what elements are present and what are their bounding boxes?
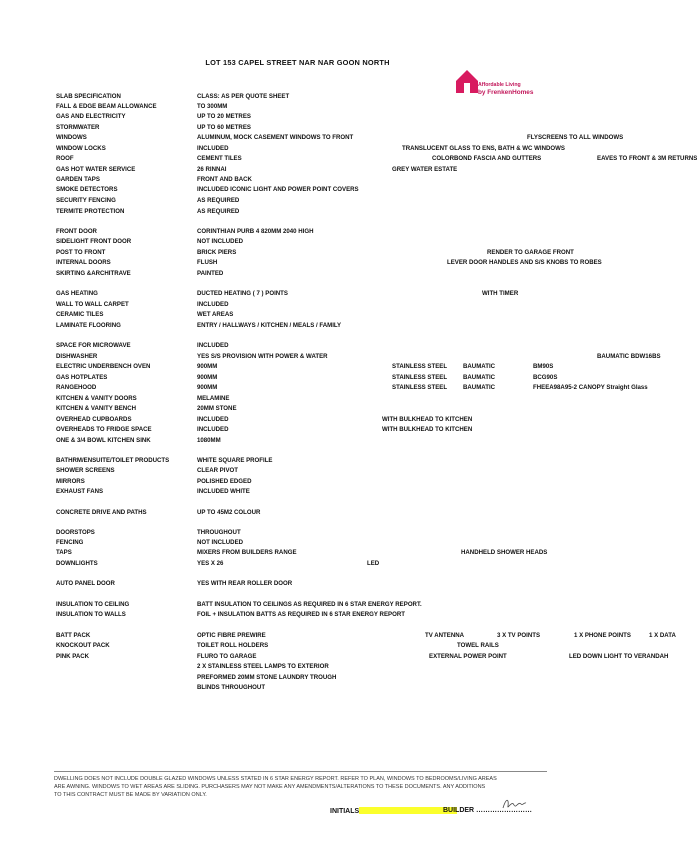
disclaimer-line: ARE AWNING. WINDOWS TO WET AREAS ARE SLIDING. PURCHASERS MAY NOT MAKE ANY AMENDMENTS/ALTERATIONS TO THESE DOCUMENTS. ANY ADDITIONS: [54, 784, 486, 790]
spec-label: SIDELIGHT FRONT DOOR: [56, 238, 132, 245]
spec-value: CLASS: AS PER QUOTE SHEET: [197, 93, 290, 100]
spec-value: MIXERS FROM BUILDERS RANGE: [197, 549, 297, 556]
spec-label: OVERHEADS TO FRIDGE SPACE: [56, 426, 152, 433]
spec-value: FRONT AND BACK: [197, 176, 252, 183]
spec-value: INCLUDED: [197, 416, 229, 423]
spec-value: 26 RINNAI: [197, 166, 227, 173]
spec-label: SLAB SPECIFICATION: [56, 93, 121, 100]
spec-extra: 3 X TV POINTS: [497, 632, 541, 639]
spec-label: SHOWER SCREENS: [56, 467, 115, 474]
spec-value: MELAMINE: [197, 395, 230, 402]
spec-extra: FLYSCREENS TO ALL WINDOWS: [527, 134, 624, 141]
spec-label: POST TO FRONT: [56, 249, 106, 256]
spec-value: INCLUDED: [197, 145, 229, 152]
spec-label: GAS AND ELECTRICITY: [56, 113, 126, 120]
spec-label: DOWNLIGHTS: [56, 560, 98, 567]
spec-value: 1080MM: [197, 437, 221, 444]
spec-value: INCLUDED: [197, 342, 229, 349]
spec-label: STORMWATER: [56, 124, 100, 131]
spec-value: POLISHED EDGED: [197, 478, 252, 485]
spec-label: INSULATION TO WALLS: [56, 611, 126, 618]
disclaimer-line: TO THIS CONTRACT MUST BE MADE BY VARIATION ONLY.: [54, 792, 207, 798]
spec-value: FOIL + INSULATION BATTS AS REQUIRED IN 6 STAR ENERGY REPORT: [197, 611, 405, 618]
spec-extra: EAVES TO FRONT & 3M RETURNS: [597, 155, 697, 162]
spec-value: DUCTED HEATING ( 7 ) POINTS: [197, 290, 288, 297]
spec-extra: STAINLESS STEEL: [392, 363, 448, 370]
spec-label: DISHWASHER: [56, 353, 98, 360]
spec-value: TO 300MM: [197, 103, 228, 110]
spec-label: LAMINATE FLOORING: [56, 322, 121, 329]
spec-extra: RENDER TO GARAGE FRONT: [487, 249, 574, 256]
spec-extra: 1 X DATA: [649, 632, 676, 639]
spec-extra: TOWEL RAILS: [457, 642, 499, 649]
initials-field[interactable]: [330, 807, 457, 815]
spec-label: PINK PACK: [56, 653, 90, 660]
spec-extra: BAUMATIC: [463, 363, 496, 370]
spec-value: YES WITH REAR ROLLER DOOR: [197, 580, 293, 587]
spec-value: THROUGHOUT: [197, 529, 241, 536]
spec-label: ELECTRIC UNDERBENCH OVEN: [56, 363, 151, 370]
spec-label: OVERHEAD CUPBOARDS: [56, 416, 132, 423]
spec-label: AUTO PANEL DOOR: [56, 580, 115, 587]
spec-extra: STAINLESS STEEL: [392, 384, 448, 391]
spec-label: WINDOW LOCKS: [56, 145, 106, 152]
spec-value: AS REQUIRED: [197, 197, 240, 204]
spec-extra: GREY WATER ESTATE: [392, 166, 458, 173]
page-title: LOT 153 CAPEL STREET NAR NAR GOON NORTH: [205, 58, 390, 67]
spec-extra: STAINLESS STEEL: [392, 374, 448, 381]
spec-label: SPACE FOR MICROWAVE: [56, 342, 131, 349]
spec-label: SKIRTING &ARCHITRAVE: [56, 270, 131, 277]
spec-value: INCLUDED: [197, 301, 229, 308]
spec-label: GAS HOTPLATES: [56, 374, 108, 381]
spec-label: MIRRORS: [56, 478, 85, 485]
spec-extra: BM90S: [533, 363, 554, 370]
logo-line-2: by FrenkenHomes: [478, 89, 534, 96]
spec-extra: TRANSLUCENT GLASS TO ENS, BATH & WC WINDOWS: [402, 145, 565, 152]
initials-label: INITIALS: [330, 808, 360, 815]
spec-value: 900MM: [197, 374, 218, 381]
spec-extra: BAUMATIC BDW16BS: [597, 353, 661, 360]
spec-extra: BAUMATIC: [463, 384, 496, 391]
spec-value: BRICK PIERS: [197, 249, 237, 256]
spec-label: GAS HEATING: [56, 290, 98, 297]
spec-value: CLEAR PIVOT: [197, 467, 238, 474]
spec-label: FALL & EDGE BEAM ALLOWANCE: [56, 103, 157, 110]
spec-label: ONE & 3/4 BOWL KITCHEN SINK: [56, 437, 151, 444]
spec-label: GARDEN TAPS: [56, 176, 100, 183]
spec-value: FLUSH: [197, 259, 218, 266]
spec-value: AS REQUIRED: [197, 208, 240, 215]
spec-value: CEMENT TILES: [197, 155, 242, 162]
spec-value: WET AREAS: [197, 311, 234, 318]
spec-value: NOT INCLUDED: [197, 238, 244, 245]
spec-value: UP TO 45M2 COLOUR: [197, 509, 261, 516]
spec-value: FLURO TO GARAGE: [197, 653, 257, 660]
builder-field[interactable]: BUILDER ……………………: [443, 807, 533, 814]
spec-value: PREFORMED 20MM STONE LAUNDRY TROUGH: [197, 674, 337, 681]
spec-value: INCLUDED: [197, 426, 229, 433]
spec-label: BATHRM/ENSUITE/TOILET PRODUCTS: [56, 457, 170, 464]
spec-value: UP TO 60 METRES: [197, 124, 251, 131]
spec-extra: LED: [367, 560, 380, 567]
spec-label: INSULATION TO CEILING: [56, 601, 130, 608]
spec-extra: TV ANTENNA: [425, 632, 465, 639]
spec-label: FENCING: [56, 539, 84, 546]
spec-label: INTERNAL DOORS: [56, 259, 111, 266]
spec-value: ALUMINUM, MOCK CASEMENT WINDOWS TO FRONT: [197, 134, 354, 141]
spec-label: WALL TO WALL CARPET: [56, 301, 129, 308]
spec-extra: HANDHELD SHOWER HEADS: [461, 549, 548, 556]
spec-label: CONCRETE DRIVE AND PATHS: [56, 509, 147, 516]
disclaimer-line: DWELLING DOES NOT INCLUDE DOUBLE GLAZED WINDOWS UNLESS STATED IN 6 STAR ENERGY REPORT. REFER TO PLAN, WINDOWS TO BEDROOMS/LIVING AREAS: [54, 776, 497, 782]
spec-extra: EXTERNAL POWER POINT: [429, 653, 507, 660]
spec-label: ROOF: [56, 155, 74, 162]
spec-extra: WITH TIMER: [482, 290, 519, 297]
spec-extra: 1 X PHONE POINTS: [574, 632, 631, 639]
spec-value: INCLUDED ICONIC LIGHT AND POWER POINT COVERS: [197, 186, 359, 193]
house-logo-icon: [455, 68, 479, 94]
spec-extra: LEVER DOOR HANDLES AND S/S KNOBS TO ROBES: [447, 259, 602, 266]
spec-label: KNOCKOUT PACK: [56, 642, 110, 649]
spec-label: EXHAUST FANS: [56, 488, 104, 495]
spec-extra: WITH BULKHEAD TO KITCHEN: [382, 416, 473, 423]
spec-label: GAS HOT WATER SERVICE: [56, 166, 136, 173]
spec-value: YES S/S PROVISION WITH POWER & WATER: [197, 353, 328, 360]
spec-value: BATT INSULATION TO CEILINGS AS REQUIRED IN 6 STAR ENERGY REPORT.: [197, 601, 422, 608]
spec-value: WHITE SQUARE PROFILE: [197, 457, 273, 464]
spec-label: WINDOWS: [56, 134, 87, 141]
spec-value: UP TO 20 METRES: [197, 113, 251, 120]
spec-value: INCLUDED WHITE: [197, 488, 250, 495]
logo-line-1: Affordable Living: [478, 82, 521, 88]
spec-extra: FHEEA98A95-2 CANOPY Straight Glass: [533, 384, 648, 391]
spec-extra: COLORBOND FASCIA AND GUTTERS: [432, 155, 542, 162]
spec-value: PAINTED: [197, 270, 224, 277]
spec-value: 900MM: [197, 363, 218, 370]
spec-value: 20MM STONE: [197, 405, 237, 412]
spec-value: ENTRY / HALLWAYS / KITCHEN / MEALS / FAMILY: [197, 322, 342, 329]
spec-label: FRONT DOOR: [56, 228, 97, 235]
spec-extra: WITH BULKHEAD TO KITCHEN: [382, 426, 473, 433]
spec-value: 2 X STAINLESS STEEL LAMPS TO EXTERIOR: [197, 663, 329, 670]
spec-label: BATT PACK: [56, 632, 91, 639]
spec-label: KITCHEN & VANITY BENCH: [56, 405, 137, 412]
spec-label: CERAMIC TILES: [56, 311, 104, 318]
spec-value: TOILET ROLL HOLDERS: [197, 642, 269, 649]
spec-label: TAPS: [56, 549, 72, 556]
spec-label: RANGEHOOD: [56, 384, 97, 391]
spec-value: BLINDS THROUGHOUT: [197, 684, 266, 691]
spec-label: SECURITY FENCING: [56, 197, 116, 204]
spec-extra: LED DOWN LIGHT TO VERANDAH: [569, 653, 669, 660]
spec-extra: BAUMATIC: [463, 374, 496, 381]
spec-value: YES X 26: [197, 560, 224, 567]
spec-label: TERMITE PROTECTION: [56, 208, 125, 215]
spec-value: 900MM: [197, 384, 218, 391]
disclaimer: [54, 771, 547, 799]
spec-label: SMOKE DETECTORS: [56, 186, 118, 193]
spec-extra: BCG90S: [533, 374, 558, 381]
spec-value: CORINTHIAN PURB 4 820MM 2040 HIGH: [197, 228, 314, 235]
spec-label: KITCHEN & VANITY DOORS: [56, 395, 137, 402]
company-logo: [455, 66, 545, 100]
builder-signature: [500, 796, 528, 812]
spec-value: OPTIC FIBRE PREWIRE: [197, 632, 266, 639]
spec-value: NOT INCLUDED: [197, 539, 244, 546]
spec-label: DOORSTOPS: [56, 529, 95, 536]
